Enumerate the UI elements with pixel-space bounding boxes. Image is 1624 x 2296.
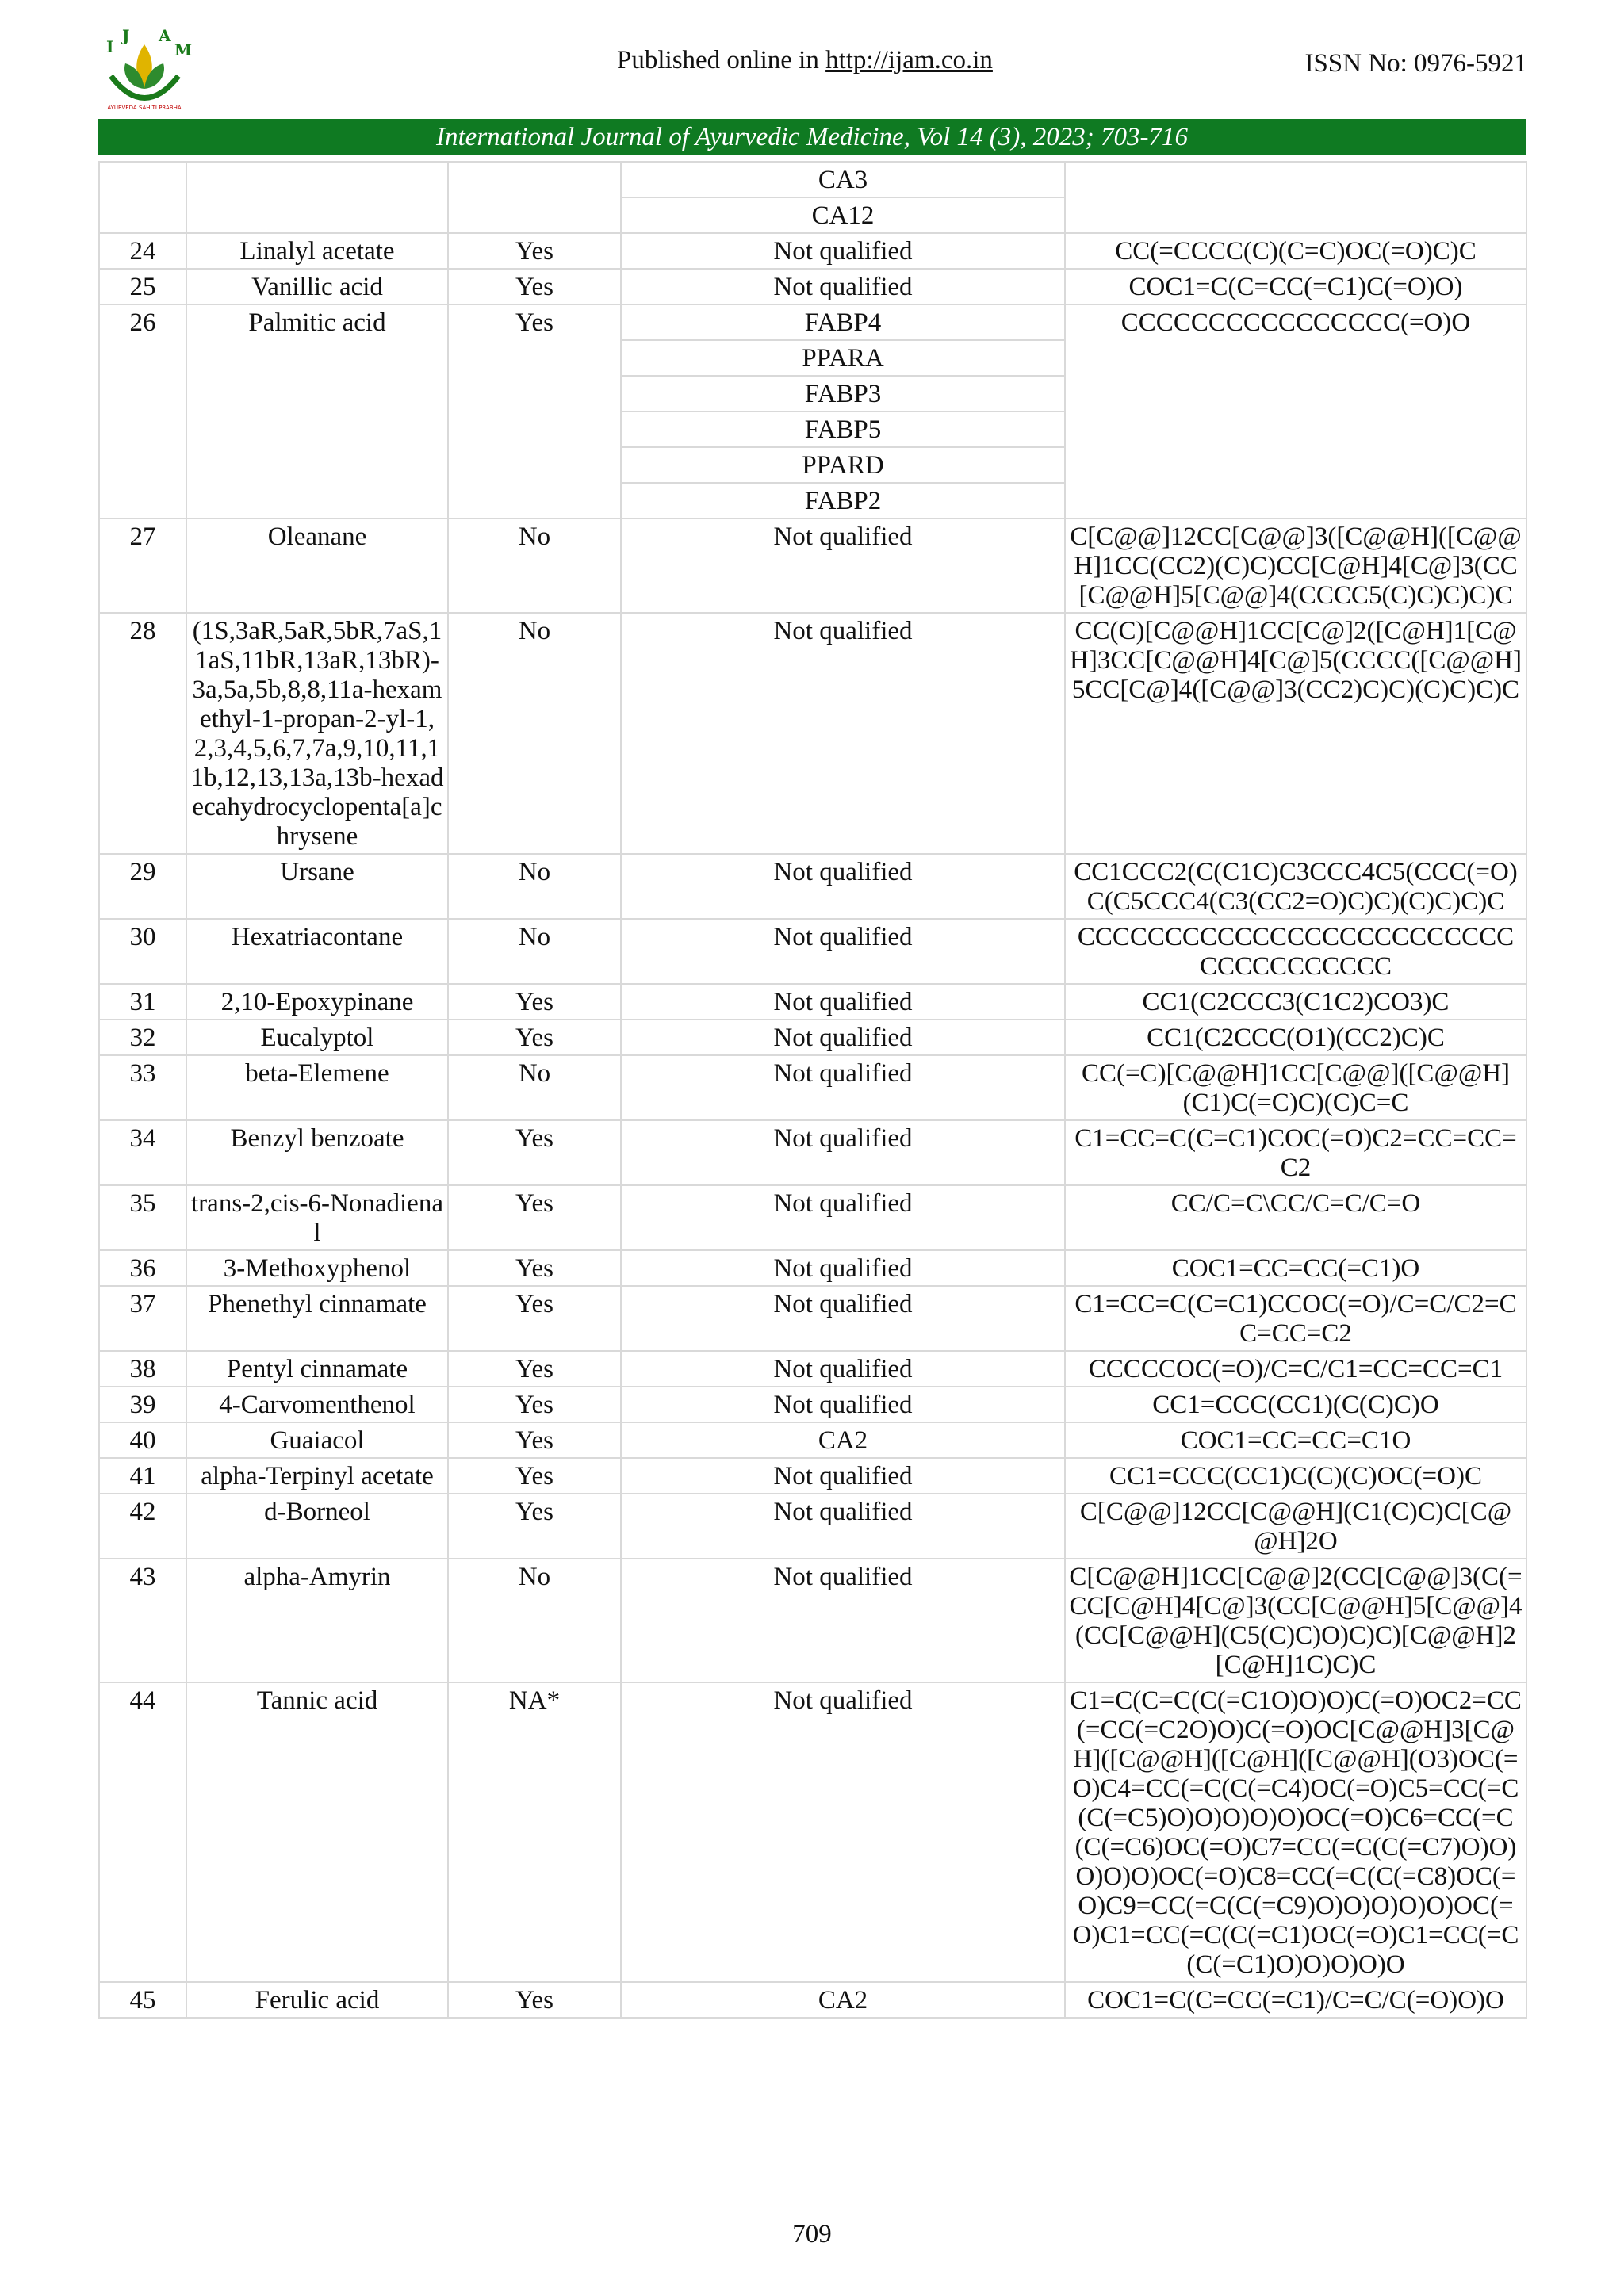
cell-lipinski-rule: Yes	[448, 1120, 621, 1185]
cell-target: Not qualified	[621, 1250, 1065, 1286]
cell-smiles: CCCCCCCCCCCCCCCCCCCCCCCCCCCCCCCCCCCC	[1065, 919, 1526, 984]
cell-serial-number: 33	[99, 1055, 186, 1120]
cell-target: FABP4	[621, 304, 1065, 340]
cell-lipinski-rule: No	[448, 1055, 621, 1120]
cell-serial-number: 25	[99, 269, 186, 304]
cell-compound-name	[186, 162, 448, 233]
cell-serial-number: 31	[99, 984, 186, 1020]
cell-compound-name: 4-Carvomenthenol	[186, 1387, 448, 1422]
cell-lipinski-rule: Yes	[448, 984, 621, 1020]
cell-lipinski-rule: Yes	[448, 1387, 621, 1422]
cell-serial-number: 38	[99, 1351, 186, 1387]
table-row	[99, 269, 1526, 304]
cell-smiles: CC1(C2CCC3(C1C2)CO3)C	[1065, 984, 1526, 1020]
cell-serial-number: 41	[99, 1458, 186, 1494]
cell-target: Not qualified	[621, 854, 1065, 919]
cell-serial-number	[99, 162, 186, 233]
cell-compound-name: (1S,3aR,5aR,5bR,7aS,11aS,11bR,13aR,13bR)-3a,5a,5b,8,8,11a-hexamethyl-1-propan-2-yl-1,2,3,4,5,6,7,7a,9,10,11,11b,12,13,13a,13b-hexadecahydrocyclopenta[a]chrysene	[186, 613, 448, 854]
cell-target: Not qualified	[621, 1458, 1065, 1494]
table-row	[99, 854, 1526, 919]
cell-target: Not qualified	[621, 1185, 1065, 1250]
cell-target: Not qualified	[621, 1387, 1065, 1422]
cell-serial-number: 28	[99, 613, 186, 854]
table-row	[99, 1250, 1526, 1286]
cell-serial-number: 40	[99, 1422, 186, 1458]
table-row	[99, 1982, 1526, 2018]
cell-serial-number: 26	[99, 304, 186, 519]
cell-compound-name: Hexatriacontane	[186, 919, 448, 984]
cell-serial-number: 35	[99, 1185, 186, 1250]
compound-table-container	[98, 161, 1526, 2019]
table-row	[99, 162, 1526, 197]
cell-smiles: COC1=CC=CC(=C1)O	[1065, 1250, 1526, 1286]
table-row	[99, 1559, 1526, 1682]
cell-serial-number: 42	[99, 1494, 186, 1559]
cell-serial-number: 44	[99, 1682, 186, 1982]
cell-smiles: CC(=C)[C@@H]1CC[C@@]([C@@H](C1)C(=C)C)(C)C=C	[1065, 1055, 1526, 1120]
table-row	[99, 1055, 1526, 1120]
cell-lipinski-rule: No	[448, 1559, 621, 1682]
cell-lipinski-rule: No	[448, 613, 621, 854]
cell-compound-name: trans-2,cis-6-Nonadienal	[186, 1185, 448, 1250]
cell-serial-number: 29	[99, 854, 186, 919]
cell-smiles: CC1(C2CCC(O1)(CC2)C)C	[1065, 1020, 1526, 1055]
cell-smiles: C1=C(C=C(C(=C1O)O)O)C(=O)OC2=CC(=CC(=C2O)O)C(=O)OC[C@@H]3[C@H]([C@@H]([C@H]([C@@H](O3)OC(=O)C4=CC(=C(C(=C4)OC(=O)C5=CC(=C(C(=C5)O)O)O)O)O)OC(=O)C6=CC(=C(C(=C6)OC(=O)C7=CC(=C(C(=C7)O)O)O)O)O)OC(=O)C8=CC(=C(C(=C8)OC(=O)C9=CC(=C(C(=C9)O)O)O)O)O)OC(=O)C1=CC(=C(C(=C1)OC(=O)C1=CC(=C(C(=C1)O)O)O)O)O	[1065, 1682, 1526, 1982]
cell-compound-name: alpha-Amyrin	[186, 1559, 448, 1682]
cell-serial-number: 36	[99, 1250, 186, 1286]
cell-compound-name: Guaiacol	[186, 1422, 448, 1458]
table-row	[99, 1494, 1526, 1559]
cell-target: Not qualified	[621, 233, 1065, 269]
cell-target: Not qualified	[621, 519, 1065, 613]
cell-lipinski-rule: Yes	[448, 1422, 621, 1458]
cell-compound-name: 2,10-Epoxypinane	[186, 984, 448, 1020]
table-row	[99, 519, 1526, 613]
published-online-text	[617, 46, 993, 75]
cell-lipinski-rule: No	[448, 854, 621, 919]
svg-text:A: A	[159, 26, 171, 45]
cell-serial-number: 37	[99, 1286, 186, 1351]
journal-citation-bar: International Journal of Ayurvedic Medicine, Vol 14 (3), 2023; 703-716	[98, 119, 1526, 155]
cell-lipinski-rule: Yes	[448, 269, 621, 304]
cell-lipinski-rule: Yes	[448, 1185, 621, 1250]
cell-smiles: CC1CCC2(C(C1C)C3CCC4C5(CCC(=O)C(C5CCC4(C3(CC2=O)C)C)(C)C)C)C	[1065, 854, 1526, 919]
cell-target: FABP2	[621, 483, 1065, 519]
cell-target: PPARD	[621, 447, 1065, 483]
table-row	[99, 1458, 1526, 1494]
cell-smiles: CC(C)[C@@H]1CC[C@]2([C@H]1[C@H]3CC[C@@H]4[C@]5(CCCC([C@@H]5CC[C@]4([C@@]3(CC2)C)C)(C)C)C)C	[1065, 613, 1526, 854]
cell-lipinski-rule: Yes	[448, 304, 621, 519]
cell-target: Not qualified	[621, 1494, 1065, 1559]
cell-target: Not qualified	[621, 269, 1065, 304]
cell-compound-name: beta-Elemene	[186, 1055, 448, 1120]
site-link[interactable]: http://ijam.co.in	[825, 46, 993, 75]
cell-compound-name: Ferulic acid	[186, 1982, 448, 2018]
table-row	[99, 1120, 1526, 1185]
cell-lipinski-rule: Yes	[448, 233, 621, 269]
cell-smiles: C[C@@H]1CC[C@@]2(CC[C@@]3(C(=CC[C@H]4[C@]3(CC[C@@H]5[C@@]4(CC[C@@H](C5(C)C)O)C)C)[C@@H]2[C@H]1C)C)C	[1065, 1559, 1526, 1682]
cell-lipinski-rule: Yes	[448, 1982, 621, 2018]
svg-text:J: J	[122, 26, 130, 45]
cell-smiles: CC/C=C\CC/C=C/C=O	[1065, 1185, 1526, 1250]
cell-serial-number: 24	[99, 233, 186, 269]
cell-target: CA2	[621, 1422, 1065, 1458]
cell-lipinski-rule: Yes	[448, 1351, 621, 1387]
cell-smiles: CC(=CCCC(C)(C=C)OC(=O)C)C	[1065, 233, 1526, 269]
cell-compound-name: Benzyl benzoate	[186, 1120, 448, 1185]
cell-compound-name: Phenethyl cinnamate	[186, 1286, 448, 1351]
table-row	[99, 304, 1526, 340]
cell-lipinski-rule: Yes	[448, 1494, 621, 1559]
cell-smiles	[1065, 162, 1526, 233]
journal-logo	[95, 21, 194, 120]
cell-serial-number: 39	[99, 1387, 186, 1422]
cell-lipinski-rule: No	[448, 519, 621, 613]
cell-serial-number: 45	[99, 1982, 186, 2018]
table-row	[99, 1185, 1526, 1250]
cell-target: CA3	[621, 162, 1065, 197]
cell-target: Not qualified	[621, 613, 1065, 854]
cell-compound-name: Palmitic acid	[186, 304, 448, 519]
cell-target: Not qualified	[621, 1559, 1065, 1682]
cell-smiles: CC1=CCC(CC1)C(C)(C)OC(=O)C	[1065, 1458, 1526, 1494]
cell-target: Not qualified	[621, 1020, 1065, 1055]
cell-compound-name: Linalyl acetate	[186, 233, 448, 269]
page-number: 709	[792, 2220, 832, 2248]
cell-lipinski-rule: Yes	[448, 1250, 621, 1286]
cell-compound-name: Eucalyptol	[186, 1020, 448, 1055]
cell-compound-name: d-Borneol	[186, 1494, 448, 1559]
cell-serial-number: 43	[99, 1559, 186, 1682]
cell-target: Not qualified	[621, 1682, 1065, 1982]
issn-number: ISSN No: 0976-5921	[1304, 49, 1527, 78]
table-row	[99, 919, 1526, 984]
published-prefix: Published online in	[617, 46, 826, 75]
svg-text:AYURVEDA SAHITI PRABHA: AYURVEDA SAHITI PRABHA	[107, 105, 182, 111]
cell-smiles: COC1=C(C=CC(=C1)C(=O)O)	[1065, 269, 1526, 304]
cell-smiles: CCCCCCCCCCCCCCCC(=O)O	[1065, 304, 1526, 519]
table-row	[99, 1020, 1526, 1055]
cell-target: Not qualified	[621, 1120, 1065, 1185]
cell-target: FABP5	[621, 411, 1065, 447]
cell-smiles: C[C@@]12CC[C@@H](C1(C)C)C[C@@H]2O	[1065, 1494, 1526, 1559]
cell-serial-number: 30	[99, 919, 186, 984]
cell-compound-name: Oleanane	[186, 519, 448, 613]
cell-serial-number: 32	[99, 1020, 186, 1055]
cell-smiles: C1=CC=C(C=C1)CCOC(=O)/C=C/C2=CC=CC=C2	[1065, 1286, 1526, 1351]
cell-smiles: C[C@@]12CC[C@@]3([C@@H]([C@@H]1CC(CC2)(C)C)CC[C@H]4[C@]3(CC[C@@H]5[C@@]4(CCCC5(C)C)C)C)C	[1065, 519, 1526, 613]
cell-target: Not qualified	[621, 1055, 1065, 1120]
cell-compound-name: 3-Methoxyphenol	[186, 1250, 448, 1286]
table-row	[99, 613, 1526, 854]
compound-table	[98, 161, 1527, 2019]
cell-lipinski-rule: No	[448, 919, 621, 984]
cell-target: FABP3	[621, 376, 1065, 411]
cell-target: Not qualified	[621, 919, 1065, 984]
table-row	[99, 1422, 1526, 1458]
cell-lipinski-rule: Yes	[448, 1286, 621, 1351]
cell-compound-name: Vanillic acid	[186, 269, 448, 304]
cell-smiles: CC1=CCC(CC1)(C(C)C)O	[1065, 1387, 1526, 1422]
cell-serial-number: 27	[99, 519, 186, 613]
cell-target: CA2	[621, 1982, 1065, 2018]
cell-compound-name: Tannic acid	[186, 1682, 448, 1982]
cell-smiles: C1=CC=C(C=C1)COC(=O)C2=CC=CC=C2	[1065, 1120, 1526, 1185]
table-row	[99, 1351, 1526, 1387]
cell-lipinski-rule	[448, 162, 621, 233]
cell-target: Not qualified	[621, 1351, 1065, 1387]
table-row	[99, 233, 1526, 269]
cell-serial-number: 34	[99, 1120, 186, 1185]
cell-target: Not qualified	[621, 984, 1065, 1020]
svg-text:I: I	[106, 37, 114, 56]
table-row	[99, 1286, 1526, 1351]
cell-lipinski-rule: NA*	[448, 1682, 621, 1982]
table-row	[99, 1387, 1526, 1422]
cell-smiles: CCCCCOC(=O)/C=C/C1=CC=CC=C1	[1065, 1351, 1526, 1387]
cell-target: CA12	[621, 197, 1065, 233]
table-row	[99, 984, 1526, 1020]
cell-smiles: COC1=CC=CC=C1O	[1065, 1422, 1526, 1458]
cell-target: Not qualified	[621, 1286, 1065, 1351]
cell-target: PPARA	[621, 340, 1065, 376]
svg-text:M: M	[174, 40, 193, 59]
cell-smiles: COC1=C(C=CC(=C1)/C=C/C(=O)O)O	[1065, 1982, 1526, 2018]
cell-compound-name: Ursane	[186, 854, 448, 919]
table-row	[99, 1682, 1526, 1982]
cell-compound-name: Pentyl cinnamate	[186, 1351, 448, 1387]
cell-lipinski-rule: Yes	[448, 1458, 621, 1494]
cell-compound-name: alpha-Terpinyl acetate	[186, 1458, 448, 1494]
cell-lipinski-rule: Yes	[448, 1020, 621, 1055]
